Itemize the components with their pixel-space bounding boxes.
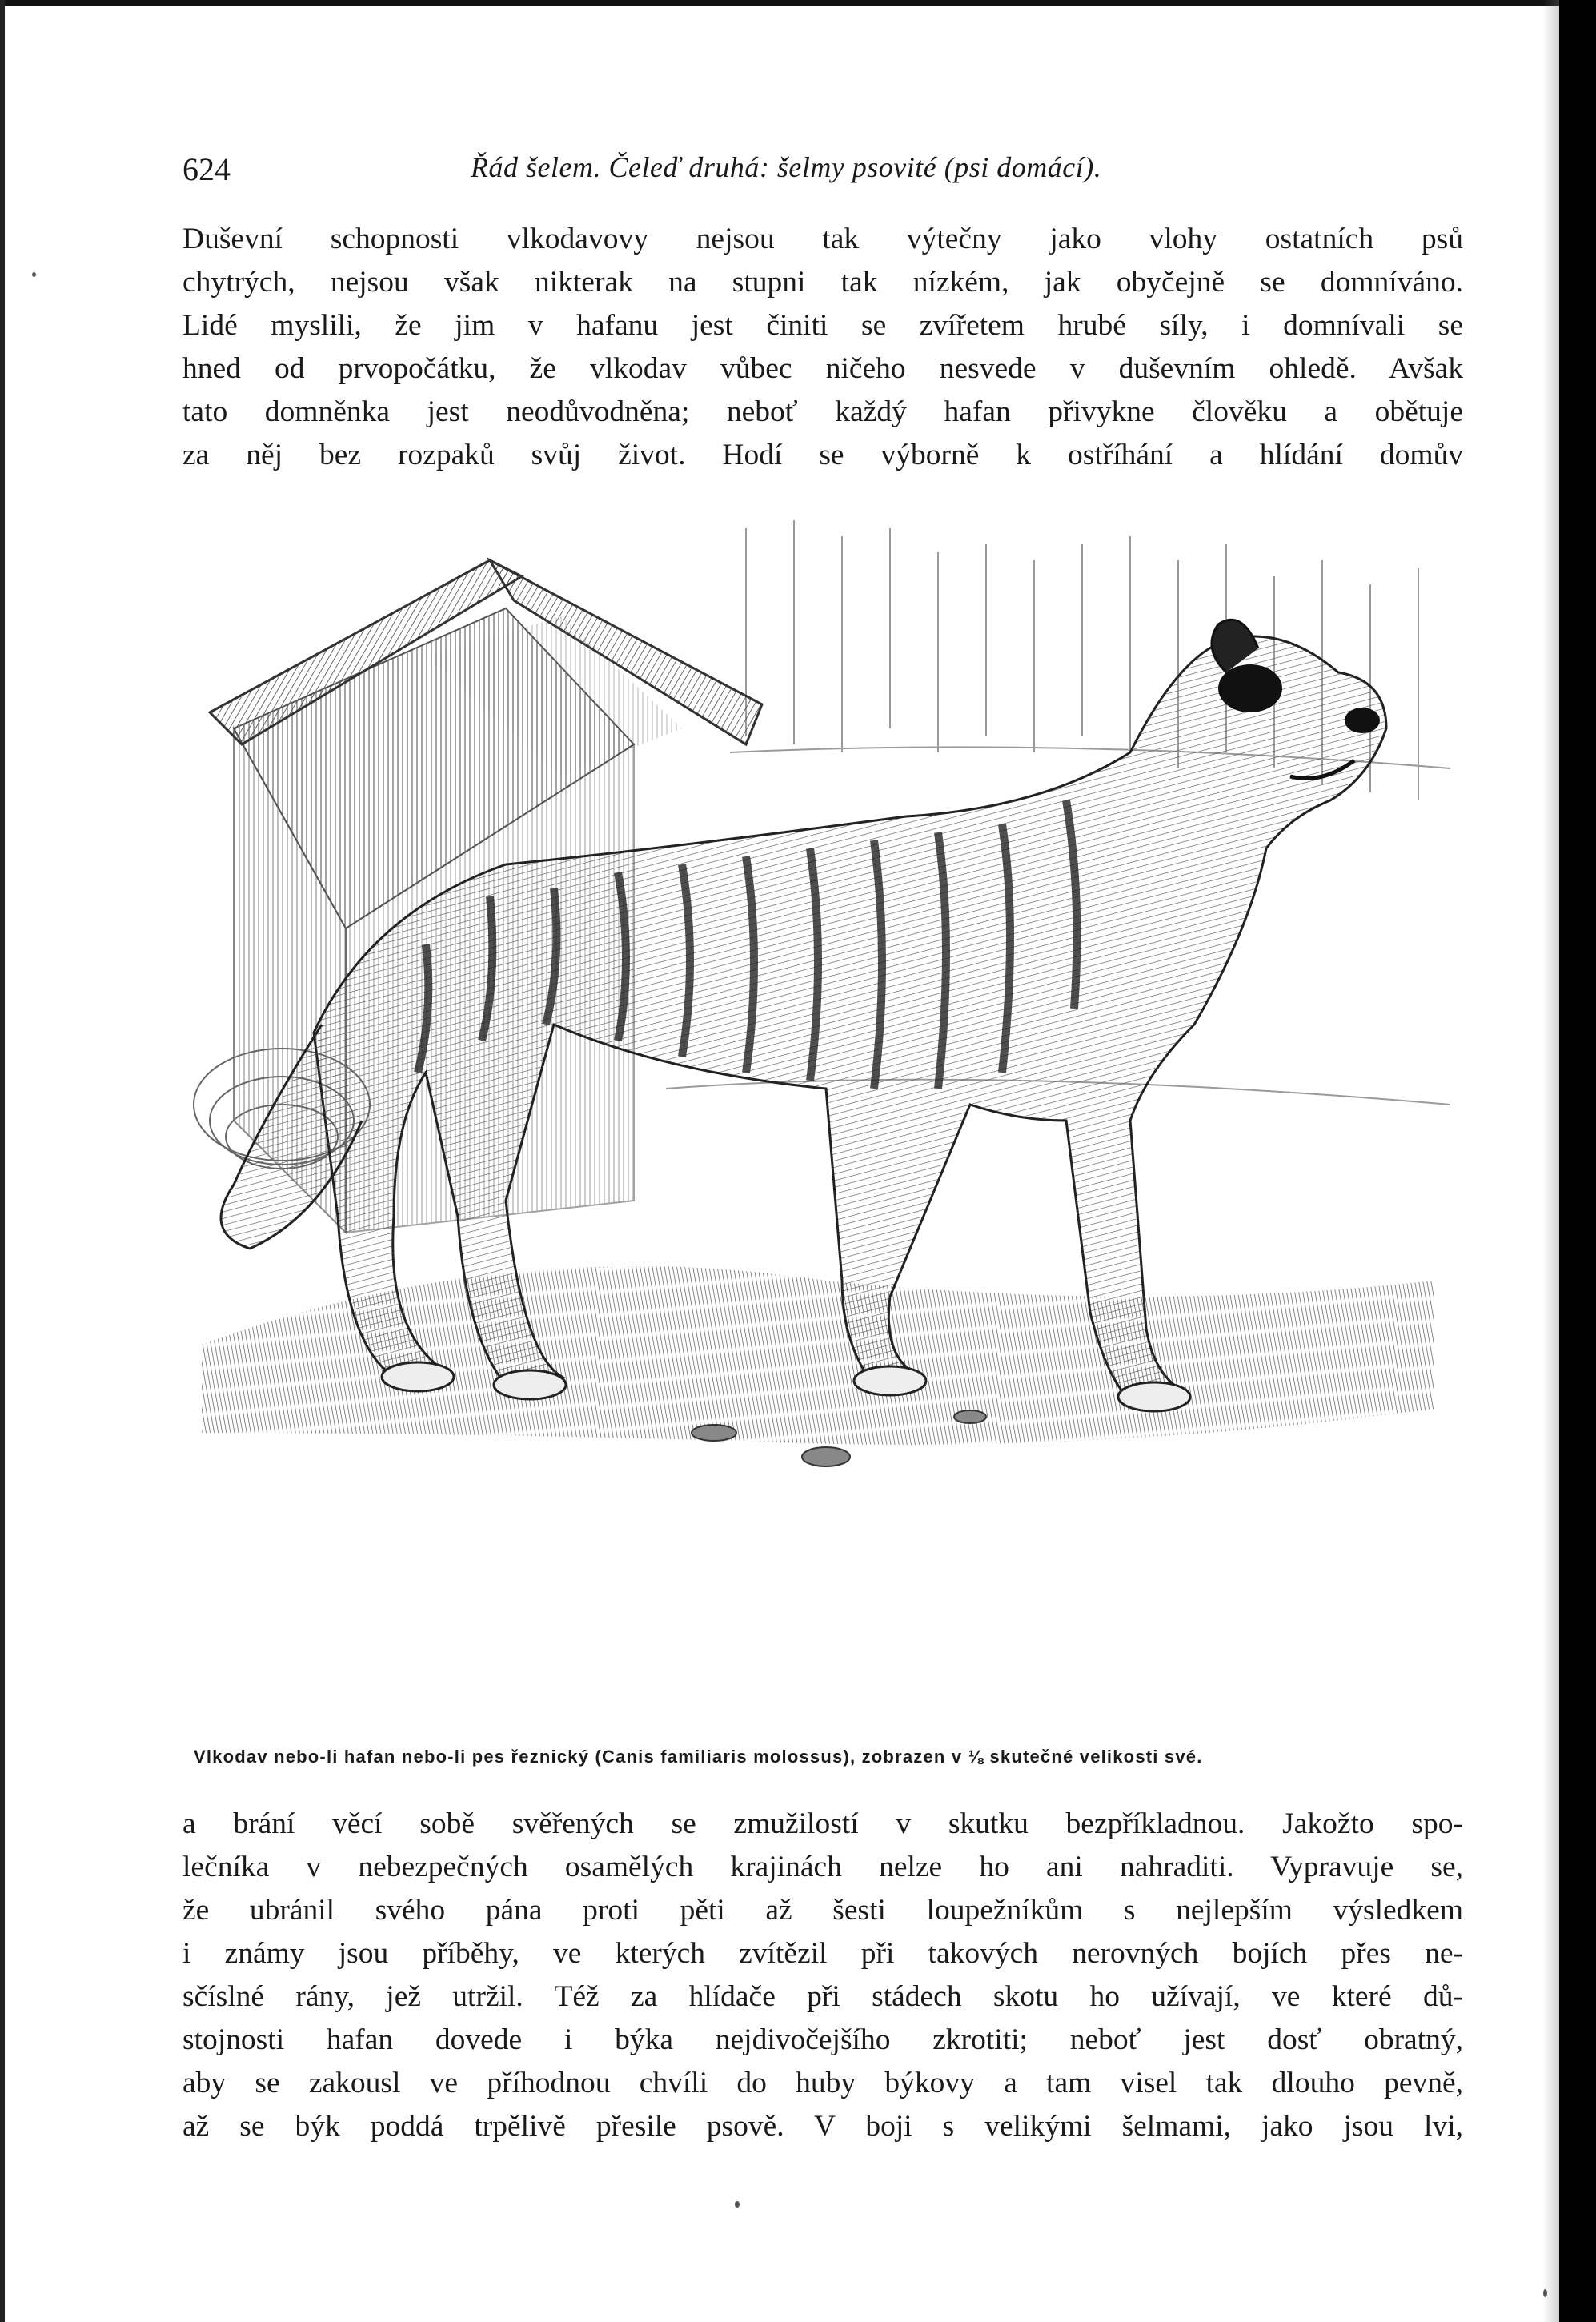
text-line: Duševní schopnosti vlkodavovy nejsou tak výtečny jako vlohy ostatních psů [182,223,1463,255]
text-line: že ubránil svého pána proti pěti až šesti loupežníkům s nejlepším výsledkem [182,1894,1463,1927]
paragraph-bottom [182,1803,1463,2148]
text-line: hned od prvopočátku, že vlkodav vůbec ničeho nesvede v duševním ohledě. Avšak [182,352,1463,385]
text-line: až se býk poddá trpělivě přesile psově. V boji s velikými šelmami, jako jsou lvi, [182,2110,1463,2143]
text-line: sčíslné rány, jež utržil. Též za hlídače při stádech skotu ho užívají, ve které dů- [182,1980,1463,2013]
scan-speck [32,272,36,277]
scan-border-right [1559,0,1596,2322]
text-line: chytrých, nejsou však nikterak na stupni tak nízkém, jak obyčejně se domníváno. [182,266,1463,299]
running-head: Řád šelem. Čeleď druhá: šelmy psovité (psi domácí). [471,151,1102,183]
page-number: 624 [182,151,231,187]
text-line: i známy jsou příběhy, ve kterých zvítězil při takových nerovných bojích přes ne- [182,1937,1463,1970]
text-line: aby se zakousl ve příhodnou chvíli do huby býkovy a tam visel tak dlouho pevně, [182,2067,1463,2099]
paragraph-top [182,218,1463,477]
text-line: tato domněnka jest neodůvodněna; neboť každý hafan přivykne člověku a obětuje [182,395,1463,428]
scan-speck [1543,2289,1547,2297]
scan-page-shadow [1543,0,1559,2322]
scan-border-top [0,0,1596,6]
scan-speck [735,2201,740,2208]
text-line: stojnosti hafan dovede i býka nejdivočejšího zkrotiti; neboť jest dosť obratný, [182,2023,1463,2056]
scan-border-left [0,0,5,2322]
text-line: lečníka v nebezpečných osamělých krajinách nelze ho ani nahraditi. Vypravuje se, [182,1851,1463,1883]
dog-illustration [186,512,1466,1737]
text-line: a brání věcí sobě svěřených se zmužilostí v skutku bezpříkladnou. Jakožto spo- [182,1807,1463,1840]
text-line: Lidé myslili, že jim v hafanu jest činiti se zvířetem hrubé síly, i domnívali se [182,309,1463,342]
page-header [182,150,1463,189]
text-line: za něj bez rozpaků svůj život. Hodí se výborně k ostříhání a hlídání domův [182,439,1463,471]
figure-caption: Vlkodav nebo-li hafan nebo-li pes řeznický (Canis familiaris molossus), zobrazen v ⅛ skutečné velikosti své. [194,1747,1203,1767]
